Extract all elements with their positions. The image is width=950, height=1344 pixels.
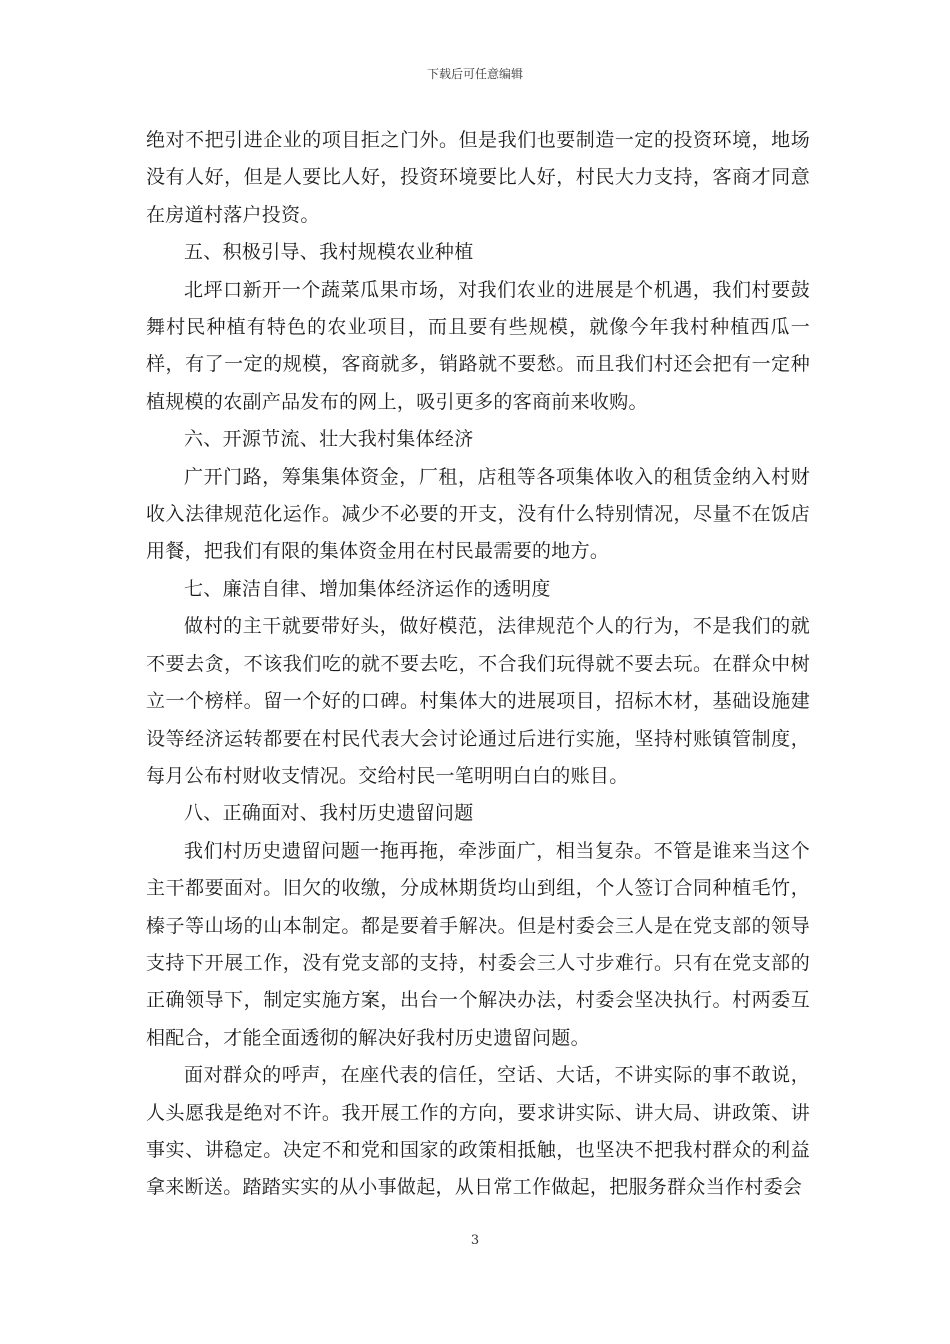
paragraph-commitment: 面对群众的呼声，在座代表的信任，空话、大话，不讲实际的事不敢说，人头愿我是绝对不许。我开展工作的方向，要求讲实际、讲大局、讲政策、讲事实、讲稳定。决定不和党和国家的政策相抵触，也坚决不把我村群众的利益拿来断送。踏踏实实的从小事做起，从日常工作做起，把服务群众当作村委会	[146, 1064, 810, 1199]
section-heading-6: 六、开源节流、壮大我村集体经济	[184, 428, 474, 451]
paragraph-agriculture: 北坪口新开一个蔬菜瓜果市场，对我们农业的进展是个机遇，我们村要鼓舞村民种植有特色的农业项目，而且要有些规模，就像今年我村种植西瓜一样，有了一定的规模，客商就多，销路就不要愁。而且我们村还会把有一定种植规模的农副产品发布的网上，吸引更多的客商前来收购。	[146, 278, 810, 413]
document-body	[146, 122, 810, 1207]
paragraph-continuation: 绝对不把引进企业的项目拒之门外。但是我们也要制造一定的投资环境，地场没有人好，但是人要比人好，投资环境要比人好，村民大力支持，客商才同意在房道村落户投资。	[146, 129, 810, 226]
section-heading-5: 五、积极引导、我村规模农业种植	[184, 241, 474, 264]
paragraph-transparency: 做村的主干就要带好头，做好模范，法律规范个人的行为，不是我们的就不要去贪，不该我们吃的就不要去吃，不合我们玩得就不要去玩。在群众中树立一个榜样。留一个好的口碑。村集体大的进展项目，招标木材，基础设施建设等经济运转都要在村民代表大会讨论通过后进行实施，坚持村账镇管制度，每月公布村财收支情况。交给村民一笔明明白白的账目。	[146, 615, 810, 787]
paragraph-historical-issues: 我们村历史遗留问题一拖再拖，牵涉面广，相当复杂。不管是谁来当这个主干都要面对。旧欠的收缴，分成林期货均山到组，个人签订合同种植毛竹，榛子等山场的山本制定。都是要着手解决。但是村委会三人是在党支部的领导支持下开展工作，没有党支部的支持，村委会三人寸步难行。只有在党支部的正确领导下，制定实施方案，出台一个解决办法，村委会坚决执行。村两委互相配合，才能全面透彻的解决好我村历史遗留问题。	[146, 839, 810, 1049]
paragraph-collective-economy: 广开门路，筹集集体资金，厂租，店租等各项集体收入的租赁金纳入村财收入法律规范化运作。减少不必要的开支，没有什么特别情况，尽量不在饭店用餐，把我们有限的集体资金用在村民最需要的地方。	[146, 465, 810, 563]
section-heading-7: 七、廉洁自律、增加集体经济运作的透明度	[184, 577, 551, 600]
section-heading-8: 八、正确面对、我村历史遗留问题	[184, 802, 474, 825]
page-header: 下载后可任意编辑	[426, 67, 523, 81]
page-number: 3	[470, 1233, 480, 1248]
